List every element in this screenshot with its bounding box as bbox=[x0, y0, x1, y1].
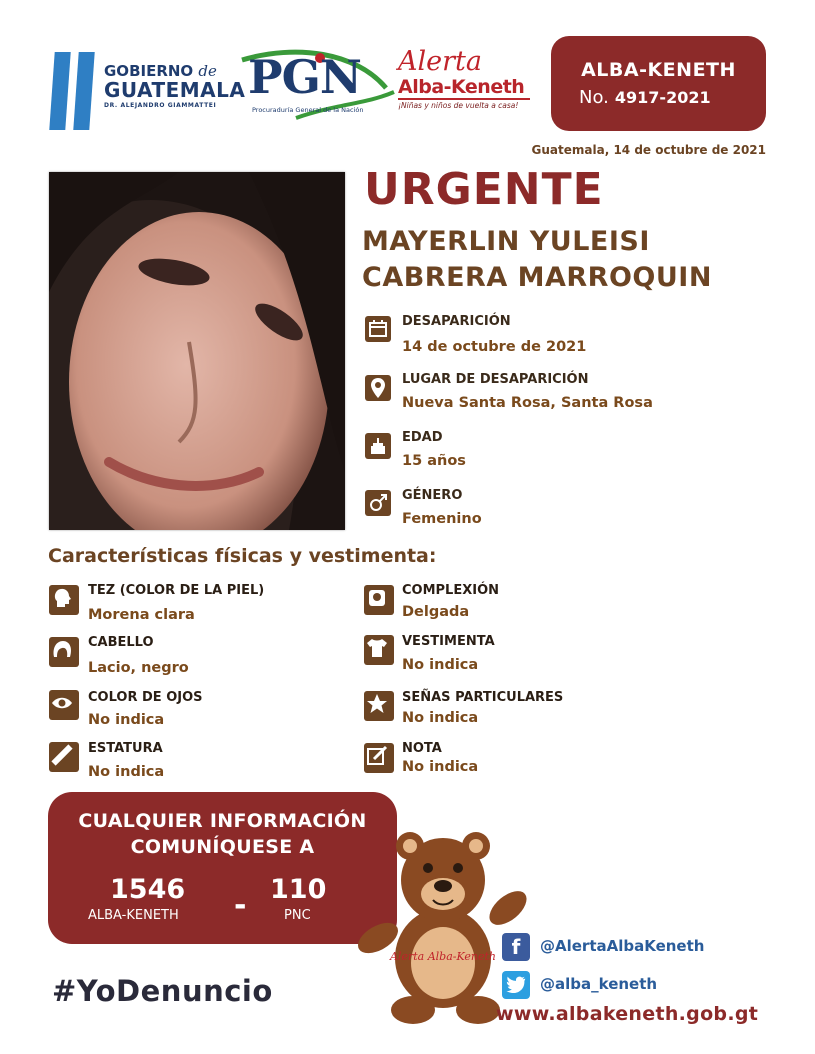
characteristics-title: Características físicas y vestimenta: bbox=[48, 545, 437, 567]
twitter-bird-icon[interactable] bbox=[502, 971, 530, 999]
hair-icon bbox=[49, 637, 79, 667]
info-value-place: Nueva Santa Rosa, Santa Rosa bbox=[402, 395, 653, 411]
char-value-height: No indica bbox=[88, 764, 165, 780]
char-label-marks: SEÑAS PARTICULARES bbox=[402, 690, 564, 705]
char-value-note: No indica bbox=[402, 759, 479, 775]
case-no-label: No. bbox=[579, 87, 609, 108]
char-value-hair: Lacio, negro bbox=[88, 660, 189, 676]
case-no-value: 4917-2021 bbox=[614, 88, 711, 107]
scale-icon bbox=[364, 585, 394, 615]
gobierno-guatemala-logo-text bbox=[104, 64, 244, 109]
phone-label-pnc: PNC bbox=[284, 908, 311, 923]
facebook-icon[interactable]: f bbox=[502, 933, 530, 961]
gender-icon bbox=[365, 490, 391, 516]
pgn-subtitle: Procuraduría General de la Nación bbox=[252, 106, 364, 114]
char-label-eyes: COLOR DE OJOS bbox=[88, 690, 203, 705]
eye-icon bbox=[49, 690, 79, 720]
char-label-height: ESTATURA bbox=[88, 741, 163, 756]
gobierno-guatemala-logo-bars bbox=[50, 52, 96, 130]
char-label-build: COMPLEXIÓN bbox=[402, 583, 500, 598]
phone-separator: - bbox=[234, 888, 247, 923]
phone-label-alba-keneth: ALBA-KENETH bbox=[88, 908, 179, 923]
hashtag: #YoDenuncio bbox=[52, 974, 273, 1008]
char-label-note: NOTA bbox=[402, 741, 442, 756]
portrait-illustration bbox=[49, 172, 345, 530]
person-name-line2: CABRERA MARROQUIN bbox=[362, 262, 712, 293]
gov-line3: DR. ALEJANDRO GIAMMATTEI bbox=[104, 102, 217, 109]
info-value-disappearance: 14 de octubre de 2021 bbox=[402, 339, 587, 355]
website-link[interactable]: www.albakeneth.gob.gt bbox=[496, 1003, 759, 1025]
facebook-handle[interactable]: @AlertaAlbaKeneth bbox=[540, 937, 705, 955]
bear-label: Alerta Alba-Keneth bbox=[389, 950, 497, 963]
missing-person-photo bbox=[49, 172, 345, 530]
twitter-handle[interactable]: @alba_keneth bbox=[540, 975, 658, 993]
char-value-marks: No indica bbox=[402, 710, 479, 726]
note-edit-icon bbox=[364, 743, 394, 773]
char-label-skin: TEZ (COLOR DE LA PIEL) bbox=[88, 583, 265, 598]
char-value-skin: Morena clara bbox=[88, 607, 195, 623]
info-label-age: EDAD bbox=[402, 430, 443, 445]
alerta-logo-script: Alerta bbox=[398, 46, 482, 77]
contact-line1: CUALQUIER INFORMACIÓN bbox=[78, 810, 367, 832]
info-label-place: LUGAR DE DESAPARICIÓN bbox=[402, 372, 589, 387]
ruler-icon bbox=[49, 742, 79, 772]
char-value-clothing: No indica bbox=[402, 657, 479, 673]
person-name-line1: MAYERLIN YULEISI bbox=[362, 226, 650, 257]
char-label-clothing: VESTIMENTA bbox=[402, 634, 495, 649]
location-pin-icon bbox=[365, 375, 391, 401]
char-value-eyes: No indica bbox=[88, 712, 165, 728]
info-label-disappearance: DESAPARICIÓN bbox=[402, 314, 511, 329]
info-value-age: 15 años bbox=[402, 453, 466, 469]
calendar-icon bbox=[365, 316, 391, 342]
case-title: ALBA-KENETH bbox=[581, 59, 736, 81]
alerta-logo-tagline: ¡Niñas y niños de vuelta a casa! bbox=[398, 101, 519, 110]
gov-line2: GUATEMALA bbox=[104, 78, 246, 102]
alerta-logo-band: Alba-Keneth bbox=[398, 78, 530, 100]
phone-number-pnc[interactable]: 110 bbox=[270, 874, 327, 905]
char-label-hair: CABELLO bbox=[88, 635, 154, 650]
char-value-build: Delgada bbox=[402, 604, 470, 620]
issue-date: Guatemala, 14 de octubre de 2021 bbox=[531, 143, 766, 157]
pgn-logo-text: PGN bbox=[248, 50, 361, 104]
star-icon bbox=[364, 691, 394, 721]
birthday-cake-icon bbox=[365, 433, 391, 459]
phone-number-alba-keneth[interactable]: 1546 bbox=[110, 874, 186, 905]
head-profile-icon bbox=[49, 585, 79, 615]
gov-line1-script: de bbox=[198, 62, 217, 80]
contact-info-box bbox=[48, 792, 397, 944]
shirt-icon bbox=[364, 635, 394, 665]
gov-line1: GOBIERNO bbox=[104, 62, 194, 80]
urgent-heading: URGENTE bbox=[364, 164, 604, 215]
info-value-gender: Femenino bbox=[402, 511, 482, 527]
contact-line2: COMUNÍQUESE A bbox=[130, 836, 315, 858]
info-label-gender: GÉNERO bbox=[402, 488, 463, 503]
case-number-badge bbox=[551, 36, 766, 131]
